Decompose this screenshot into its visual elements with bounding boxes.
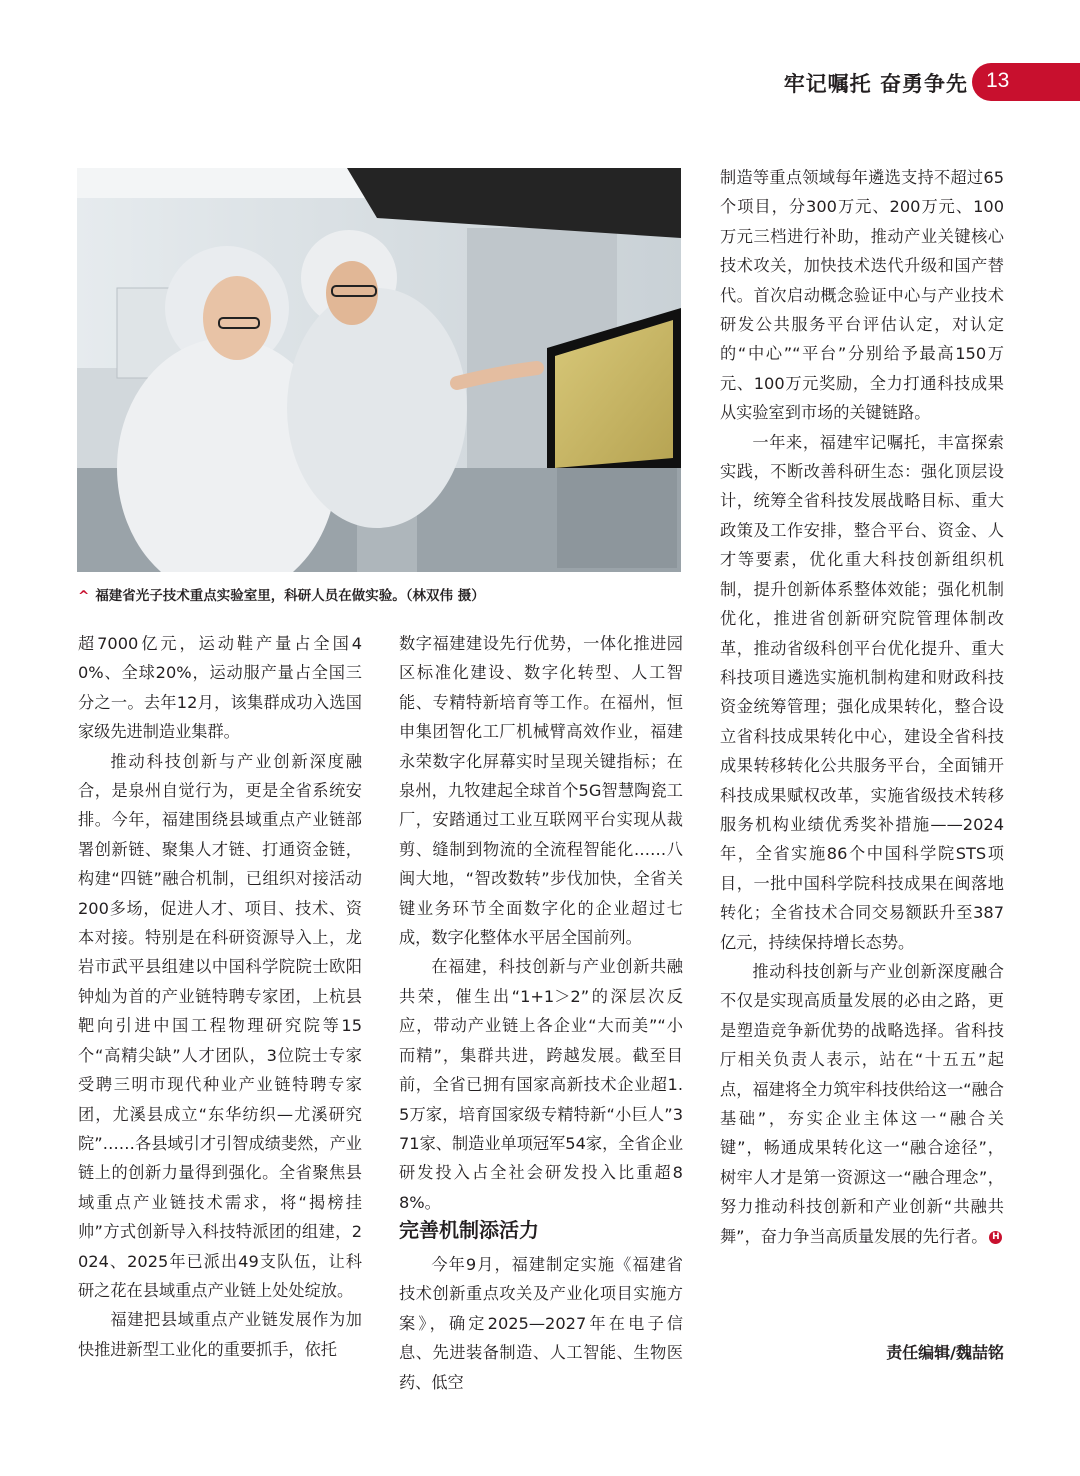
paragraph <box>720 957 1004 1251</box>
photo-caption <box>78 584 688 604</box>
paragraph: 福建把县域重点产业链发展作为加快推进新型工业化的重要抓手，依托 <box>78 1310 362 1359</box>
responsible-editor: 责任编辑/魏喆铭 <box>886 1343 1004 1362</box>
paragraph: 超7000亿元，运动鞋产量占全国40%、全球20%，运动服产量占全国三分之一。去年12月，该集群成功入选国家级先进制造业集群。 <box>78 634 362 742</box>
article-column-3 <box>720 163 1004 1251</box>
paragraph: 制造等重点领域每年遴选支持不超过65个项目，分300万元、200万元、100万元三档进行补助，推动产业关键核心技术攻关，加快技术迭代升级和国产替代。首次启动概念验证中心与产业技术研发公共服务平台评估认定，对认定的“中心”“平台”分别给予最高150万元、100万元奖励，全力打通科技成果从实验室到市场的关键链路。 <box>720 168 1004 423</box>
article-column-2-continued <box>399 1250 683 1397</box>
paragraph: 在福建，科技创新与产业创新共融共荣，催生出“1+1＞2”的深层次反应，带动产业链上各企业“大而美”“小而精”，集群共进，跨越发展。截至目前，全省已拥有国家高新技术企业超1.5万家，培育国家级专精特新“小巨人”371家、制造业单项冠军54家，全省企业研发投入占全社会研发投入比重超88%。 <box>399 957 684 1212</box>
paragraph-text: 推动科技创新与产业创新深度融合不仅是实现高质量发展的必由之路，更是塑造竞争新优势的战略选择。省科技厅相关负责人表示，站在“十五五”起点，福建将全力筑牢科技供给这一“融合基础”，夯实企业主体这一“融合关键”，畅通成果转化这一“融合途径”，树牢人才是第一资源这一“融合理念”，努力推动科技创新和产业创新“共融共舞”，奋力争当高质量发展的先行者。 <box>720 961 1004 1246</box>
paragraph: 数字福建建设先行优势，一体化推进园区标准化建设、数字化转型、人工智能、专精特新培育等工作。在福州，恒申集团智化工厂机械臂高效作业，福建永荣数字化屏幕实时呈现关键指标；在泉州，九牧建起全球首个5G智慧陶瓷工厂，安踏通过工业互联网平台实现从裁剪、缝制到物流的全流程智能化……八闽大地，“智改数转”步伐加快，全省关键业务环节全面数字化的企业超过七成，数字化整体水平居全国前列。 <box>399 634 683 948</box>
section-heading: 完善机制添活力 <box>399 1218 539 1242</box>
paragraph: 今年9月，福建制定实施《福建省技术创新重点攻关及产业化项目实施方案》，确定2025—2027年在电子信息、先进装备制造、人工智能、生物医药、低空 <box>399 1255 683 1392</box>
section-title: 牢记嘱托 奋勇争先 <box>783 72 968 96</box>
page-number-tab <box>972 63 1080 101</box>
lab-photo <box>77 168 681 572</box>
caption-text: 福建省光子技术重点实验室里，科研人员在做实验。（林双伟 摄） <box>95 588 485 604</box>
article-column-2 <box>399 629 683 1217</box>
paragraph: 一年来，福建牢记嘱托，丰富探索实践，不断改善科研生态：强化顶层设计，统筹全省科技发展战略目标、重大政策及工作安排，整合平台、资金、人才等要素，优化重大科技创新组织机制，提升创新体系整体效能；强化机制优化，推进省创新研究院管理体制改革，推动省级科创平台优化提升、重大科技项目遴选实施机制构建和财政科技资金统筹管理；强化成果转化，整合设立省科技成果转化中心，建设全省科技成果转移转化公共服务平台，全面铺开科技成果赋权改革，实施省级技术转移服务机构业绩优秀奖补措施——2024年，全省实施86个中国科学院STS项目，一批中国科学院科技成果在闽落地转化；全省技术合同交易额跃升至387亿元，持续保持增长态势。 <box>720 432 1004 952</box>
caption-arrow-icon: ^ <box>78 588 90 604</box>
end-mark-icon: H <box>989 1231 1002 1244</box>
page-number: 13 <box>986 69 1010 92</box>
paragraph: 推动科技创新与产业创新深度融合，是泉州自觉行为，更是全省系统安排。今年，福建围绕县域重点产业链部署创新链、聚集人才链、打通资金链，构建“四链”融合机制，已组织对接活动200多场，促进人才、项目、技术、资本对接。特别是在科研资源导入上，龙岩市武平县组建以中国科学院院士欧阳钟灿为首的产业链特聘专家团，上杭县靶向引进中国工程物理研究院等15个“高精尖缺”人才团队，3位院士专家受聘三明市现代种业产业链特聘专家团，尤溪县成立“东华纺织—尤溪研究院”……各县域引才引智成绩斐然，产业链上的创新力量得到强化。全省聚焦县域重点产业链技术需求，将“揭榜挂帅”方式创新导入科技特派团的组建，2024、2025年已派出49支队伍，让科研之花在县域重点产业链上处处绽放。 <box>78 751 362 1300</box>
article-column-1 <box>78 629 362 1364</box>
